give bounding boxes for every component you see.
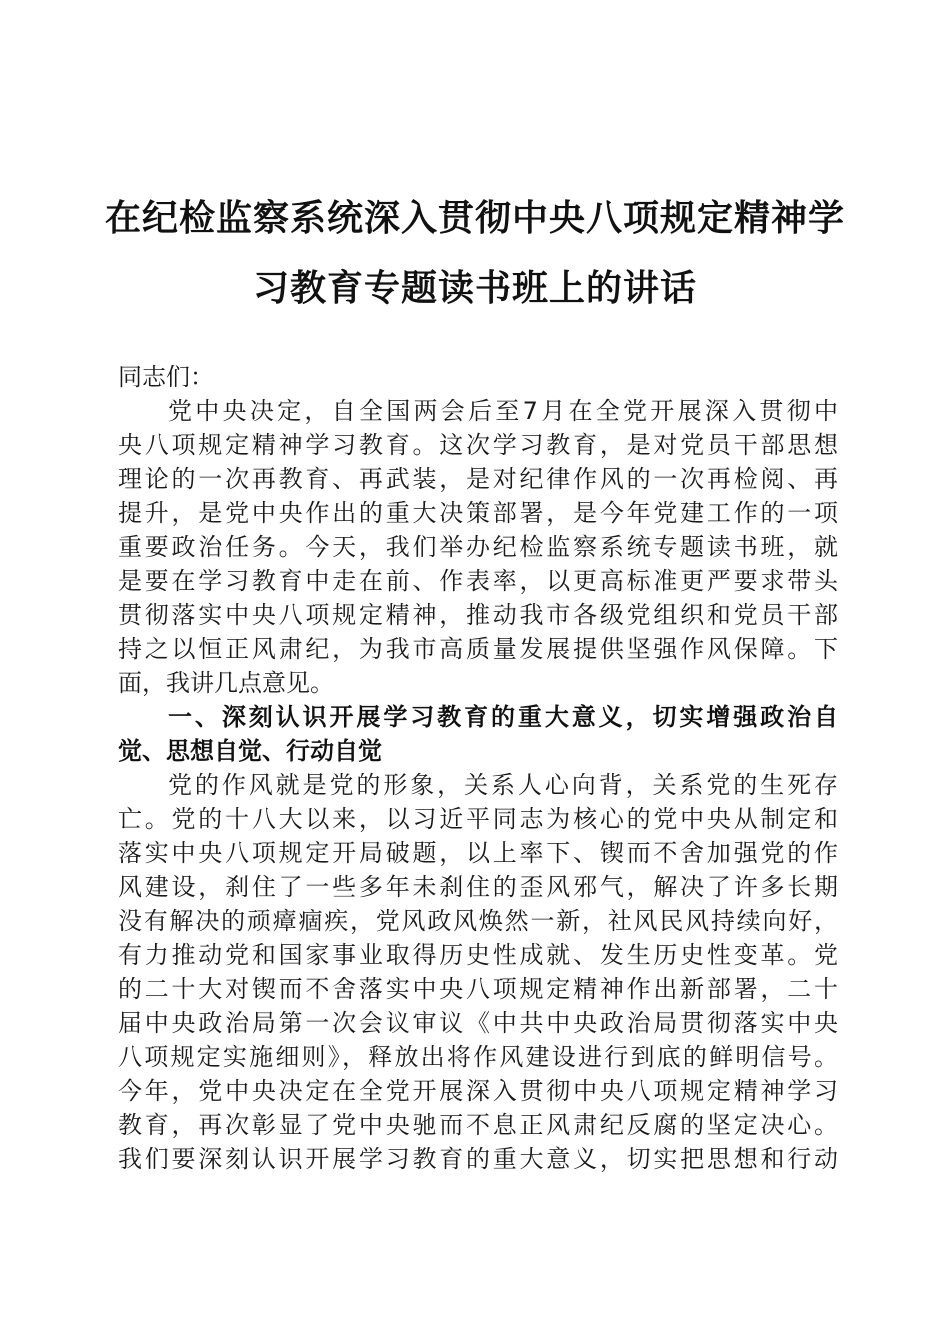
greeting: 同志们： (118, 363, 214, 391)
paragraph-line: 落实中央八项规定开局破题，以上率下、锲而不舍加强党的作 (118, 839, 838, 867)
document-title-line-1: 在纪检监察系统深入贯彻中央八项规定精神学 (104, 197, 845, 239)
paragraph-line: 今年，党中央决定在全党开展深入贯彻中央八项规定精神学习 (118, 1077, 838, 1105)
paragraph-line: 没有解决的顽瘴痼疾，党风政风焕然一新，社风民风持续向好， (118, 907, 838, 935)
paragraph-section-1 (118, 768, 838, 1176)
section-heading-1 (118, 700, 838, 768)
paragraph-line: 党的作风就是党的形象，关系人心向背，关系党的生死存 (168, 771, 838, 799)
paragraph-line: 贯彻落实中央八项规定精神，推动我市各级党组织和党员干部 (118, 601, 838, 629)
paragraph-line: 届中央政治局第一次会议审议《中共中央政治局贯彻落实中央 (118, 1009, 838, 1037)
paragraph-line: 是要在学习教育中走在前、作表率，以更高标准更严要求带头 (118, 567, 838, 595)
section-heading-line: 一、深刻认识开展学习教育的重大意义，切实增强政治自 (168, 703, 838, 731)
paragraph-line: 面，我讲几点意见。 (118, 669, 334, 697)
paragraph-line: 亡。党的十八大以来，以习近平同志为核心的党中央从制定和 (118, 805, 838, 833)
document-title-line-2: 习教育专题读书班上的讲话 (252, 267, 697, 309)
paragraph-line: 我们要深刻认识开展学习教育的重大意义，切实把思想和行动 (118, 1145, 838, 1173)
section-heading-line: 觉、思想自觉、行动自觉 (118, 737, 382, 765)
paragraph-line: 持之以恒正风肃纪，为我市高质量发展提供坚强作风保障。下 (118, 635, 838, 663)
paragraph-line: 的二十大对锲而不舍落实中央八项规定精神作出新部署，二十 (118, 975, 838, 1003)
paragraph-line: 有力推动党和国家事业取得历史性成就、发生历史性变革。党 (118, 941, 838, 969)
paragraph-line: 理论的一次再教育、再武装，是对纪律作风的一次再检阅、再 (118, 465, 838, 493)
paragraph-line: 八项规定实施细则》，释放出将作风建设进行到底的鲜明信号。 (118, 1043, 838, 1071)
paragraph-line: 央八项规定精神学习教育。这次学习教育，是对党员干部思想 (118, 431, 838, 459)
paragraph-line: 党中央决定，自全国两会后至7月在全党开展深入贯彻中 (168, 397, 838, 425)
paragraph-line: 重要政治任务。今天，我们举办纪检监察系统专题读书班，就 (118, 533, 838, 561)
paragraph-line: 教育，再次彰显了党中央驰而不息正风肃纪反腐的坚定决心。 (118, 1111, 838, 1139)
paragraph-intro (118, 394, 838, 700)
paragraph-line: 提升，是党中央作出的重大决策部署，是今年党建工作的一项 (118, 499, 838, 527)
paragraph-line: 风建设，刹住了一些多年未刹住的歪风邪气，解决了许多长期 (118, 873, 838, 901)
document-body (118, 360, 838, 1176)
